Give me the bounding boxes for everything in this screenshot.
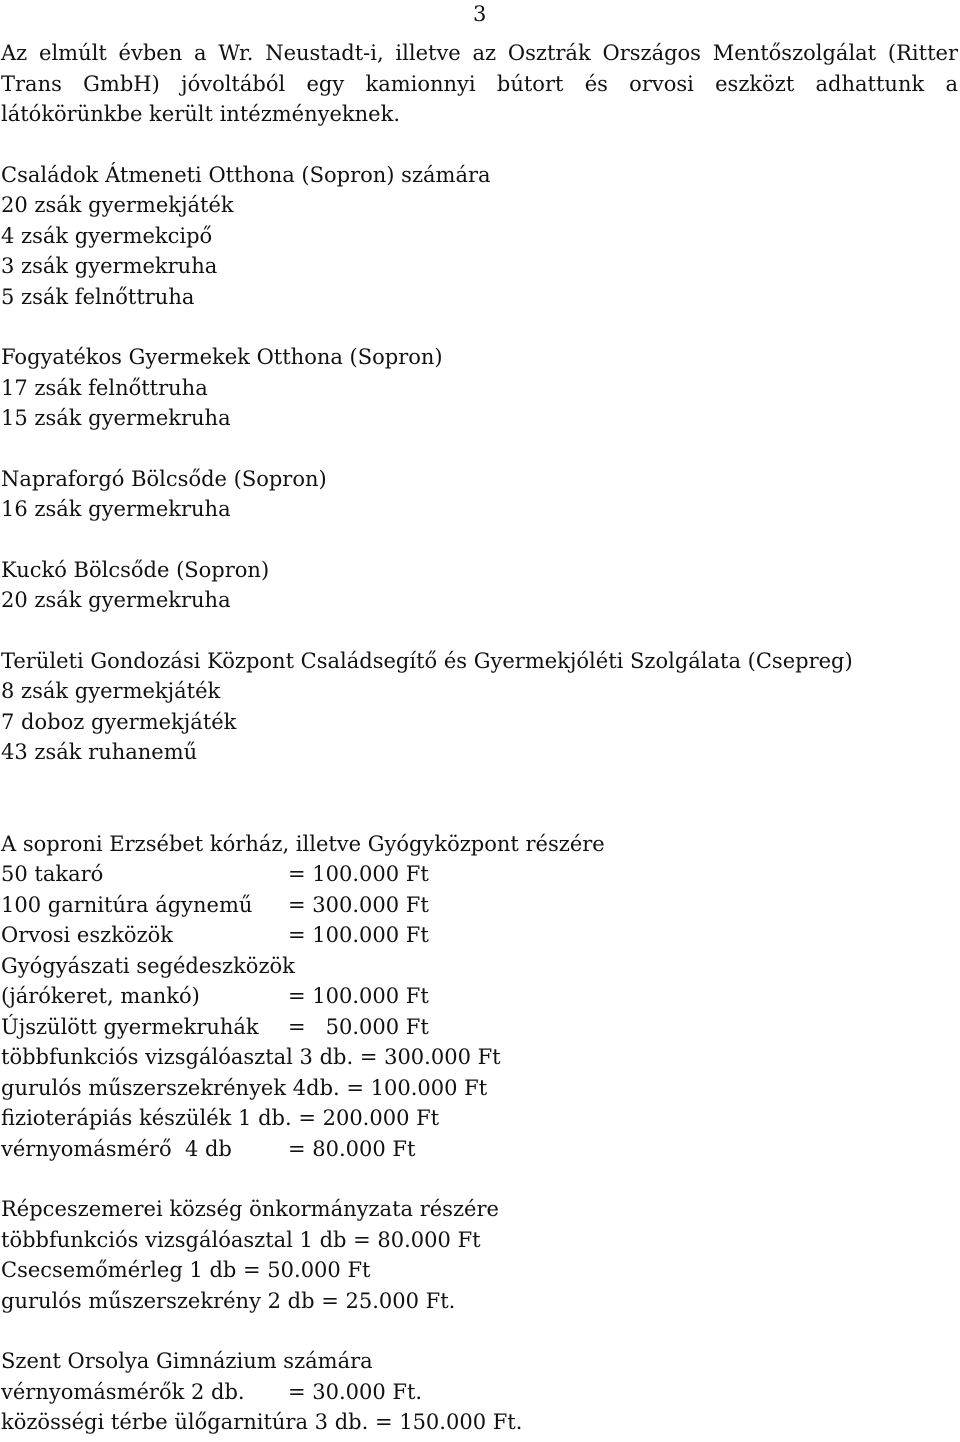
- section-csaladok: [1, 160, 958, 313]
- list-item: [1, 890, 958, 921]
- list-item: 3 zsák gyermekruha: [1, 254, 218, 278]
- section-heading: Területi Gondozási Központ Családsegítő és Gyermekjóléti Szolgálata (Csepreg): [1, 648, 853, 673]
- document-body: [1, 38, 958, 1438]
- item-label: Orvosi eszközök: [1, 923, 173, 947]
- section-heading: Kuckó Bölcsőde (Sopron): [1, 557, 270, 582]
- item-value: = 100.000 Ft: [288, 862, 429, 886]
- section-repceszemere: [1, 1194, 958, 1316]
- list-item: [1, 1134, 958, 1165]
- list-item: [1, 981, 958, 1012]
- item-value: = 50.000 Ft: [288, 1014, 429, 1039]
- item-value: = 80.000 Ft: [288, 1136, 416, 1161]
- item-label: Gyógyászati segédeszközök: [1, 953, 295, 978]
- item-value: = 300.000 Ft: [288, 892, 429, 917]
- list-item: 4 zsák gyermekcipő: [1, 223, 213, 248]
- list-item: gurulós műszerszekrény 2 db = 25.000 Ft.: [1, 1288, 456, 1313]
- list-item: [1, 920, 958, 951]
- list-item: 17 zsák felnőttruha: [1, 375, 208, 400]
- item-label: (járókeret, mankó): [1, 984, 200, 1008]
- list-item: 8 zsák gyermekjáték: [1, 679, 221, 703]
- intro-line: Az elmúlt évben a Wr. Neustadt-i, illetve az Osztrák Országos Mentőszolgálat (Ritter: [1, 41, 958, 65]
- section-heading: Fogyatékos Gyermekek Otthona (Sopron): [1, 345, 443, 369]
- page-number: 3: [473, 2, 487, 26]
- item-label: vérnyomásmérők 2 db.: [1, 1379, 245, 1404]
- item-line: fizioterápiás készülék 1 db. = 200.000 Ft: [1, 1106, 440, 1130]
- list-item: 15 zsák gyermekruha: [1, 406, 231, 430]
- section-fogyatekos: [1, 342, 958, 434]
- list-item: 20 zsák gyermekjáték: [1, 193, 234, 217]
- intro-paragraph: [1, 38, 958, 130]
- list-item: [1, 1012, 958, 1043]
- list-item: többfunkciós vizsgálóasztal 1 db = 80.000 Ft: [1, 1227, 481, 1252]
- section-heading: Répceszemerei község önkormányzata részére: [1, 1197, 499, 1221]
- list-item: Csecsemőmérleg 1 db = 50.000 Ft: [1, 1258, 371, 1282]
- list-item: 43 zsák ruhanemű: [1, 740, 198, 764]
- item-value: = 30.000 Ft.: [288, 1379, 423, 1404]
- item-label: Újszülött gyermekruhák: [1, 1014, 259, 1039]
- list-item: 16 zsák gyermekruha: [1, 497, 231, 521]
- list-item: 5 zsák felnőttruha: [1, 284, 195, 309]
- item-line: közösségi térbe ülőgarnitúra 3 db. = 150.000 Ft.: [1, 1410, 523, 1434]
- section-heading: Szent Orsolya Gimnázium számára: [1, 1349, 373, 1373]
- list-item: [1, 951, 958, 982]
- item-value: = 100.000 Ft: [288, 984, 429, 1008]
- item-label: 100 garnitúra ágynemű: [1, 892, 253, 917]
- intro-line: Trans GmbH) jóvoltából egy kamionnyi bútort és orvosi eszközt adhattunk a: [1, 71, 958, 96]
- item-label: vérnyomásmérő 4 db: [1, 1136, 232, 1161]
- section-napraforgo: [1, 464, 958, 525]
- list-item: [1, 1377, 958, 1408]
- list-item: [1, 1103, 958, 1134]
- item-line: gurulós műszerszekrények 4db. = 100.000 Ft: [1, 1075, 488, 1100]
- list-item: [1, 1042, 958, 1073]
- list-item: [1, 859, 958, 890]
- list-item: [1, 1073, 958, 1104]
- item-value: = 100.000 Ft: [288, 923, 429, 947]
- list-item: 7 doboz gyermekjáték: [1, 709, 237, 734]
- list-item: 20 zsák gyermekruha: [1, 588, 231, 612]
- list-item: [1, 1407, 958, 1438]
- section-kucko: [1, 555, 958, 616]
- section-heading: Napraforgó Bölcsőde (Sopron): [1, 466, 327, 491]
- section-heading: A soproni Erzsébet kórház, illetve Gyógyközpont részére: [1, 831, 605, 856]
- section-csepreg: [1, 646, 958, 768]
- item-label: 50 takaró: [1, 862, 104, 886]
- section-heading: Családok Átmeneti Otthona (Sopron) számára: [1, 162, 491, 187]
- item-line: többfunkciós vizsgálóasztal 3 db. = 300.000 Ft: [1, 1045, 501, 1069]
- section-korhaz: [1, 829, 958, 1165]
- section-szent-orsolya: [1, 1346, 958, 1438]
- intro-line: látókörünkbe került intézményeknek.: [1, 102, 400, 126]
